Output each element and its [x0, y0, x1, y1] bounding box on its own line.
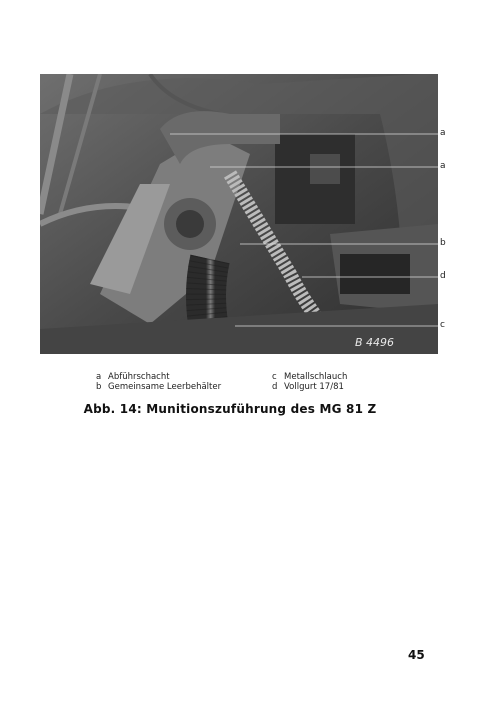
photo-marking: B 4496 — [355, 336, 395, 349]
legend-item — [272, 372, 396, 382]
legend-key: d — [272, 382, 278, 392]
legend-row — [96, 372, 396, 382]
callout-label-d: d — [440, 271, 446, 281]
legend-text: Metallschlauch — [284, 372, 348, 382]
callout-label-c: c — [440, 320, 445, 330]
legend-text: Abführschacht — [108, 372, 170, 382]
page-number: 45 — [408, 648, 425, 662]
legend-key: c — [272, 372, 277, 382]
legend-key: a — [96, 372, 102, 382]
legend-row — [96, 382, 396, 392]
machine-gun-photo-illustration — [40, 74, 438, 354]
legend-item — [96, 382, 272, 392]
legend-text: Gemeinsame Leerbehälter — [108, 382, 222, 392]
legend-item — [96, 372, 272, 382]
legend-item — [272, 382, 396, 392]
legend-text: Vollgurt 17/81 — [284, 382, 344, 392]
figure-caption: Abb. 14: Munitionszuführung des MG 81 Z — [83, 402, 377, 416]
callout-label-a-1: a — [440, 128, 446, 138]
callout-label-b: b — [440, 238, 446, 248]
figure-photo — [40, 74, 438, 354]
figure-legend — [96, 372, 396, 392]
legend-key: b — [96, 382, 102, 392]
callout-label-a-2: a — [440, 161, 446, 171]
